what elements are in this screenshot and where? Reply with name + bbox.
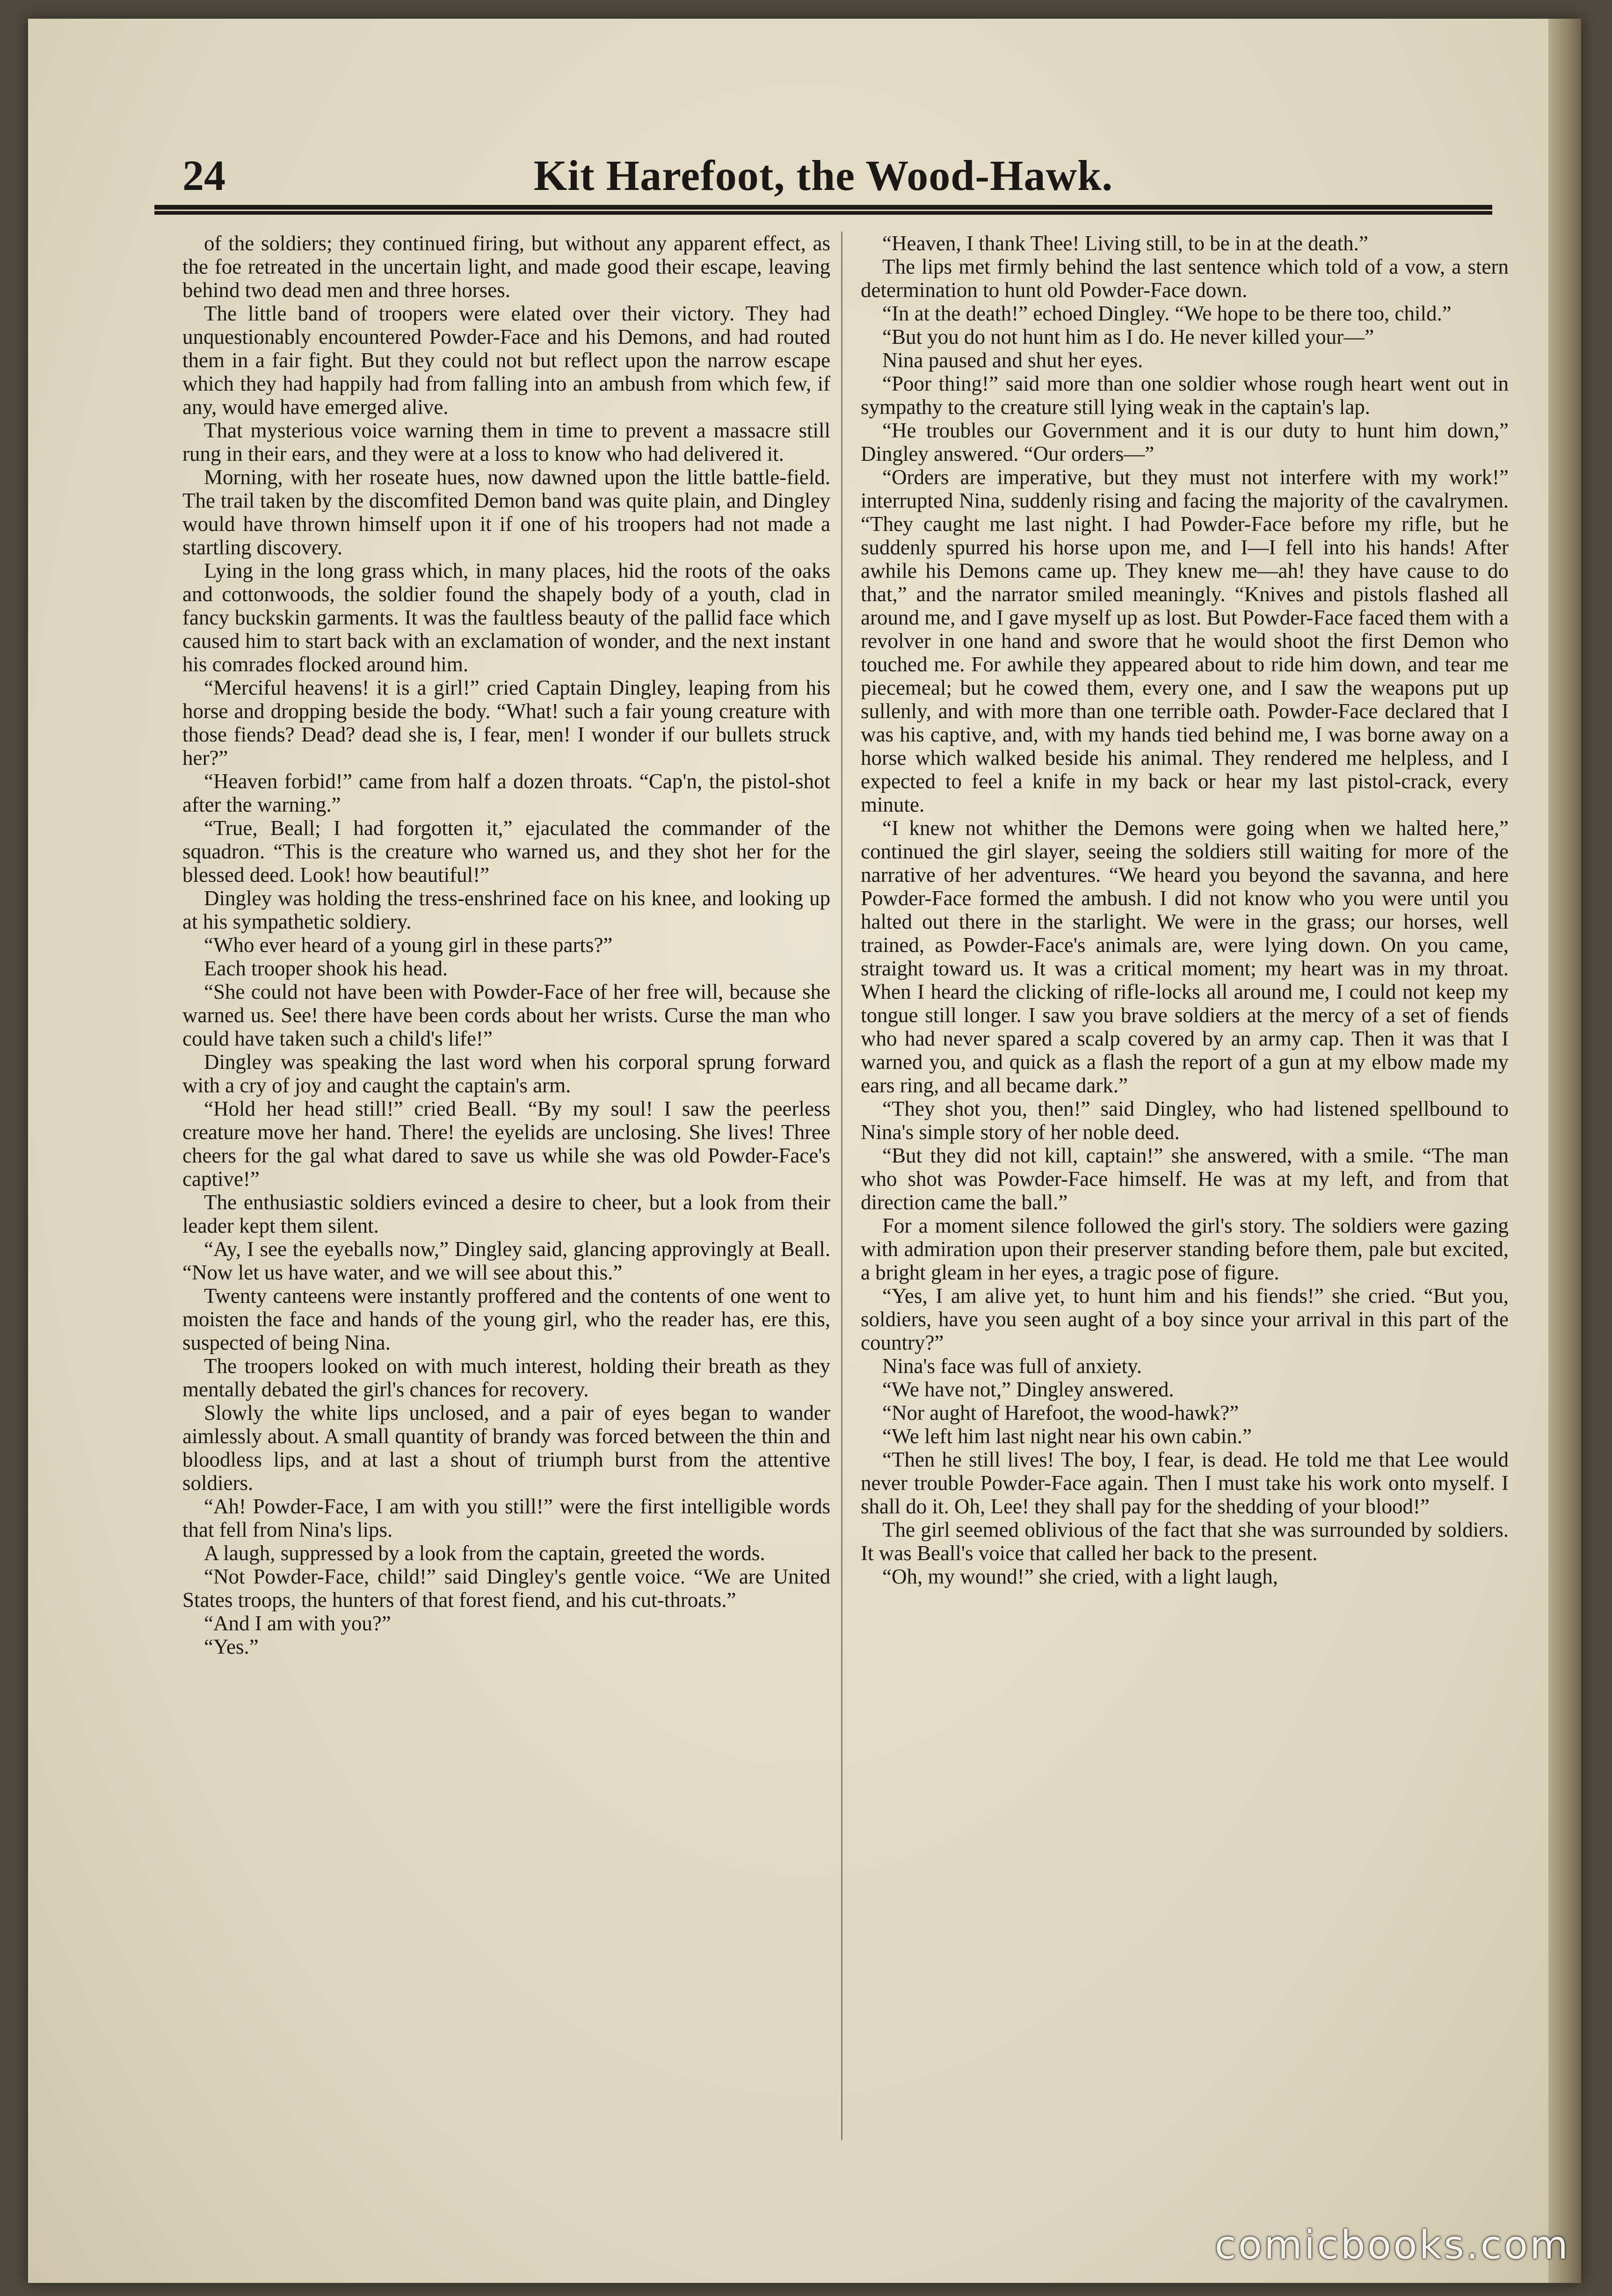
running-title: Kit Harefoot, the Wood-Hawk.: [533, 152, 1113, 199]
paragraph: “Heaven, I thank Thee! Living still, to be in at the death.”: [882, 232, 1368, 255]
paragraph: “In at the death!” echoed Dingley. “We hope to be there too, child.”: [882, 302, 1452, 325]
paragraph: “He troubles our Government and it is our duty to hunt him down,” Dingley answered. “Our orders—”: [861, 419, 1509, 465]
paragraph: Twenty canteens were instantly proffered and the contents of one went to moisten the face and hands of the young girl, who the reader has, ere this, suspected of being Nina.: [182, 1284, 830, 1354]
paragraph: “Nor aught of Harefoot, the wood-hawk?”: [882, 1401, 1239, 1424]
paragraph: “Poor thing!” said more than one soldier whose rough heart went out in sympathy to the creature still lying weak in the captain's lap.: [861, 372, 1509, 419]
paragraph: “Oh, my wound!” she cried, with a light laugh,: [882, 1565, 1278, 1588]
paragraph: “I knew not whither the Demons were going when we halted here,” continued the girl slayer, seeing the soldiers still waiting for more of the narrative of her adventures. “We heard you beyond the savanna, and here Powder-Face formed the ambush. I did not know who you were until you halted out there in the starlight. We were in the grass; our horses, well trained, as Powder-Face's animals are, were lying down. On you came, straight toward us. It was a critical moment; my heart was in my throat. When I heard the clicking of rifle-locks all around me, I could not keep my tongue still longer. I saw you brave soldiers at the mercy of a set of fiends who had never spared a scalp covered by an army cap. Then it was that I warned you, and quick as a flash the report of a gun at my elbow made my ears ring, and all became dark.”: [861, 816, 1509, 1097]
paragraph: “We have not,” Dingley answered.: [882, 1378, 1174, 1401]
paragraph: “Yes.”: [204, 1635, 259, 1658]
paragraph: Dingley was speaking the last word when his corporal sprung forward with a cry of joy and caught the captain's arm.: [182, 1050, 830, 1097]
paragraph: “Hold her head still!” cried Beall. “By my soul! I saw the peerless creature move her hand. There! the eyelids are unclosing. She lives! Three cheers for the gal what dared to save us while she was old Powder-Face's captive!”: [182, 1097, 830, 1191]
site-watermark: comicbooks.com: [1214, 2222, 1570, 2268]
paragraph: The troopers looked on with much interest, holding their breath as they mentally debated the girl's chances for recovery.: [182, 1354, 830, 1401]
page-header: [154, 146, 1492, 202]
paragraph: “We left him last night near his own cabin.”: [882, 1424, 1252, 1448]
paragraph: “And I am with you?”: [204, 1612, 391, 1635]
paragraph: The girl seemed oblivious of the fact that she was surrounded by soldiers. It was Beall's voice that called her back to the present.: [861, 1518, 1509, 1565]
paragraph: of the soldiers; they continued firing, but without any apparent effect, as the foe retreated in the uncertain light, and made good their escape, leaving behind two dead men and three horses.: [182, 232, 830, 302]
paragraph: “Ah! Powder-Face, I am with you still!” were the first intelligible words that fell from Nina's lips.: [182, 1495, 830, 1541]
paragraph: “They shot you, then!” said Dingley, who had listened spellbound to Nina's simple story of her noble deed.: [861, 1097, 1509, 1144]
paragraph: “Merciful heavens! it is a girl!” cried Captain Dingley, leaping from his horse and dropping beside the body. “What! such a fair young creature with those fiends? Dead? dead she is, I fear, men! I wonder if our bullets struck her?”: [182, 676, 830, 770]
paragraph: “Orders are imperative, but they must not interfere with my work!” interrupted Nina, suddenly rising and facing the majority of the cavalrymen. “They caught me last night. I had Powder-Face before my rifle, but he suddenly spurred his horse upon me, and I—I fell into his hands! After awhile his Demons came up. They knew me—ah! they have cause to do that,” and the narrator smiled meaningly. “Knives and pistols flashed all around me, and I gave myself up as lost. But Powder-Face faced them with a revolver in one hand and swore that he would shoot the first Demon who touched me. For awhile they appeared about to ride him down, and tear me piecemeal; but he cowed them, every one, and I saw the weapons put up sullenly, and with more than one terrible oath. Powder-Face declared that I was his captive, and, with my hands tied behind me, I was borne away on a horse which walked beside his animal. They rendered me helpless, and I expected to feel a knife in my back or hear my last pistol-crack, every minute.: [861, 465, 1509, 816]
paragraph: “Not Powder-Face, child!” said Dingley's gentle voice. “We are United States troops, the hunters of that forest fiend, and his cut-throats.”: [182, 1565, 830, 1612]
magazine-page: [28, 19, 1581, 2283]
paragraph: “She could not have been with Powder-Face of her free will, because she warned us. See! there have been cords about her wrists. Curse the man who could have taken such a child's life!”: [182, 980, 830, 1050]
header-rule: [154, 205, 1492, 211]
paragraph: “True, Beall; I had forgotten it,” ejaculated the commander of the squadron. “This is the creature who warned us, and they shot her for the blessed deed. Look! how beautiful!”: [182, 816, 830, 886]
paragraph: Nina paused and shut her eyes.: [882, 349, 1143, 372]
paragraph: Morning, with her roseate hues, now dawned upon the little battle-field. The trail taken by the discomfited Demon band was quite plain, and Dingley would have thrown himself upon it if one of his troopers had not made a startling discovery.: [182, 465, 830, 559]
binding-edge: [1548, 19, 1581, 2283]
paragraph: The little band of troopers were elated over their victory. They had unquestionably encountered Powder-Face and his Demons, and had routed them in a fair fight. But they could not but reflect upon the narrow escape which they had happily had from falling into an ambush from which few, if any, would have emerged alive.: [182, 302, 830, 419]
paragraph: “But you do not hunt him as I do. He never killed your—”: [882, 325, 1374, 349]
column-divider: [841, 232, 842, 2140]
paragraph: “But they did not kill, captain!” she answered, with a smile. “The man who shot was Powder-Face himself. He was at my left, and from that direction came the ball.”: [861, 1144, 1509, 1214]
paragraph: Lying in the long grass which, in many places, hid the roots of the oaks and cottonwoods, the soldier found the shapely body of a youth, clad in fancy buckskin garments. It was the faultless beauty of the pallid face which caused him to start back with an exclamation of wonder, and the next instant his comrades flocked around him.: [182, 559, 830, 676]
paragraph: For a moment silence followed the girl's story. The soldiers were gazing with admiration upon their preserver standing before them, pale but excited, a bright gleam in her eyes, a tragic pose of figure.: [861, 1214, 1509, 1284]
paragraph: The enthusiastic soldiers evinced a desire to cheer, but a look from their leader kept them silent.: [182, 1191, 830, 1237]
paragraph: Nina's face was full of anxiety.: [882, 1354, 1142, 1378]
paragraph: That mysterious voice warning them in time to prevent a massacre still rung in their ears, and they were at a loss to know who had delivered it.: [182, 419, 830, 465]
paragraph: Each trooper shook his head.: [204, 957, 448, 980]
page-number: 24: [182, 152, 225, 199]
paragraph: “Heaven forbid!” came from half a dozen throats. “Cap'n, the pistol-shot after the warning.”: [182, 770, 830, 816]
paragraph: Dingley was holding the tress-enshrined face on his knee, and looking up at his sympathetic soldiery.: [182, 886, 830, 933]
paragraph: Slowly the white lips unclosed, and a pair of eyes began to wander aimlessly about. A small quantity of brandy was forced between the thin and bloodless lips, and at last a shout of triumph burst from the attentive soldiers.: [182, 1401, 830, 1495]
paragraph: A laugh, suppressed by a look from the captain, greeted the words.: [204, 1541, 765, 1565]
paragraph: “Then he still lives! The boy, I fear, is dead. He told me that Lee would never trouble Powder-Face again. Then I must take his work onto myself. I shall do it. Oh, Lee! they shall pay for the shedding of your blood!”: [861, 1448, 1509, 1518]
left-text-column: [182, 232, 830, 2140]
paragraph: “Who ever heard of a young girl in these parts?”: [204, 933, 613, 957]
right-text-column: [861, 232, 1509, 2140]
paragraph: “Yes, I am alive yet, to hunt him and his fiends!” she cried. “But you, soldiers, have you seen aught of a boy since your arrival in this part of the country?”: [861, 1284, 1509, 1354]
paragraph: “Ay, I see the eyeballs now,” Dingley said, glancing approvingly at Beall. “Now let us have water, and we will see about this.”: [182, 1237, 830, 1284]
paragraph: The lips met firmly behind the last sentence which told of a vow, a stern determination to hunt old Powder-Face down.: [861, 255, 1509, 302]
